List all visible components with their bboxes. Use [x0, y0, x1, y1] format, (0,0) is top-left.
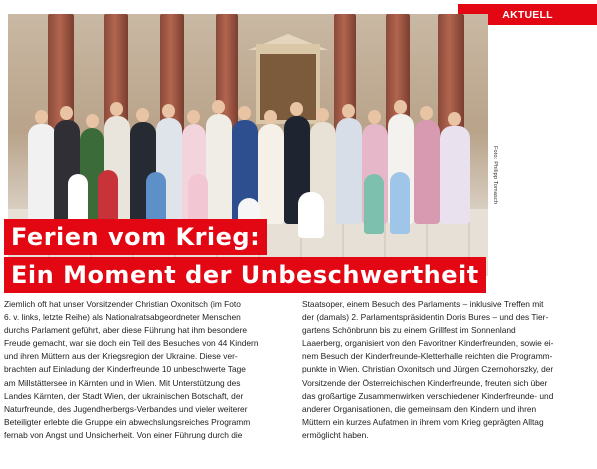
body-line: gartens Schönbrunn bis zu einem Grillfest im Sonnenland: [302, 325, 516, 336]
photo-head: [420, 106, 433, 120]
body-line: nem Besuch der Kinderfreunde-Kletterhalle reichten die Programm-: [302, 351, 553, 362]
article-body-right-column: [302, 298, 582, 442]
body-line: Müttern ein kurzes Aufatmen in ihrem vom Krieg geprägten Alltag: [302, 416, 544, 427]
body-line: und ihren Müttern aus der Kriegsregion der Ukraine. Diese ver-: [4, 351, 238, 362]
photo-person: [336, 118, 362, 224]
photo-child: [364, 174, 384, 234]
photo-head: [136, 108, 149, 122]
body-line: Naturfreunde, des Jugendherbergs-Verbandes und vieler weiterer: [4, 403, 248, 414]
body-line: der (damals) 2. Parlamentspräsidentin Doris Bures – und des Tier-: [302, 312, 549, 323]
photo-child: [298, 192, 324, 238]
photo-head: [86, 114, 99, 128]
body-line: am Millstättersee in Kärnten und in Wien. Mit Unterstützung des: [4, 377, 241, 388]
body-line: Freude gemacht, war sie doch ein Teil des Besuches von 44 Kindern: [4, 338, 259, 349]
body-line: punkte in Wien. Christian Oxonitsch und Jürgen Czernohorszky, der: [302, 364, 554, 375]
photo-person: [258, 124, 284, 224]
body-line: Landes Kärnten, der Stadt Wien, der ukrainischen Botschaft, der: [4, 390, 244, 401]
photo-head: [394, 100, 407, 114]
photo-child: [390, 172, 410, 234]
body-line: 6. v. links, letzte Reihe) als Nationalratsabgeordneter Menschen: [4, 312, 241, 323]
photo-head: [238, 106, 251, 120]
body-line: Staatsoper, einem Besuch des Parlaments – inklusive Treffen mit: [302, 299, 544, 309]
photo-head: [110, 102, 123, 116]
photo-person: [414, 120, 440, 224]
article-paragraph: [4, 298, 284, 442]
article-paragraph: [302, 298, 582, 442]
photo-head: [290, 102, 303, 116]
body-line: brachten auf Einladung der Kinderfreunde 10 unbeschwerte Tage: [4, 364, 246, 375]
photo-head: [368, 110, 381, 124]
photo-head: [187, 110, 200, 124]
photo-head: [60, 106, 73, 120]
photo-head: [264, 110, 277, 124]
body-line: anderer Organisationen, die gemeinsam den Kindern und ihren: [302, 403, 537, 414]
photo-head: [316, 108, 329, 122]
headline-line-2: Ein Moment der Unbeschwertheit: [4, 257, 486, 293]
photo-head: [448, 112, 461, 126]
headline-line-1: Ferien vom Krieg:: [4, 219, 267, 255]
photo-head: [162, 104, 175, 118]
photo-person: [440, 126, 470, 224]
body-line: das großartige Zusammenwirken verschiedener Kinderfreunde- und: [302, 390, 554, 401]
photo-head: [35, 110, 48, 124]
body-line: Ziemlich oft hat unser Vorsitzender Christian Oxonitsch (im Foto: [4, 299, 241, 309]
photo-person: [206, 114, 232, 224]
photo-person: [28, 124, 56, 224]
body-line: fernab von Angst und Unsicherheit. Von einer Führung durch die: [4, 429, 243, 440]
photo-credit: Foto: Philipp Tomasch: [492, 145, 498, 205]
body-line: Vorsitzende der Österreichischen Kinderfreunde, freuten sich über: [302, 377, 548, 388]
body-line: durchs Parlament geführt, aber diese Führung hat ihm besondere: [4, 325, 248, 336]
photo-head: [342, 104, 355, 118]
body-line: ermöglicht haben.: [302, 429, 369, 440]
photo-head: [212, 100, 225, 114]
body-line: Beteiligter erlebte die Gruppe ein abwechslungsreiches Programm: [4, 416, 251, 427]
body-line: Laaerberg, organisiert von den Favoritner Kinderfreunden, sowie ei-: [302, 338, 554, 349]
article-body-left-column: [4, 298, 284, 442]
section-label-aktuell: AKTUELL: [458, 4, 597, 25]
